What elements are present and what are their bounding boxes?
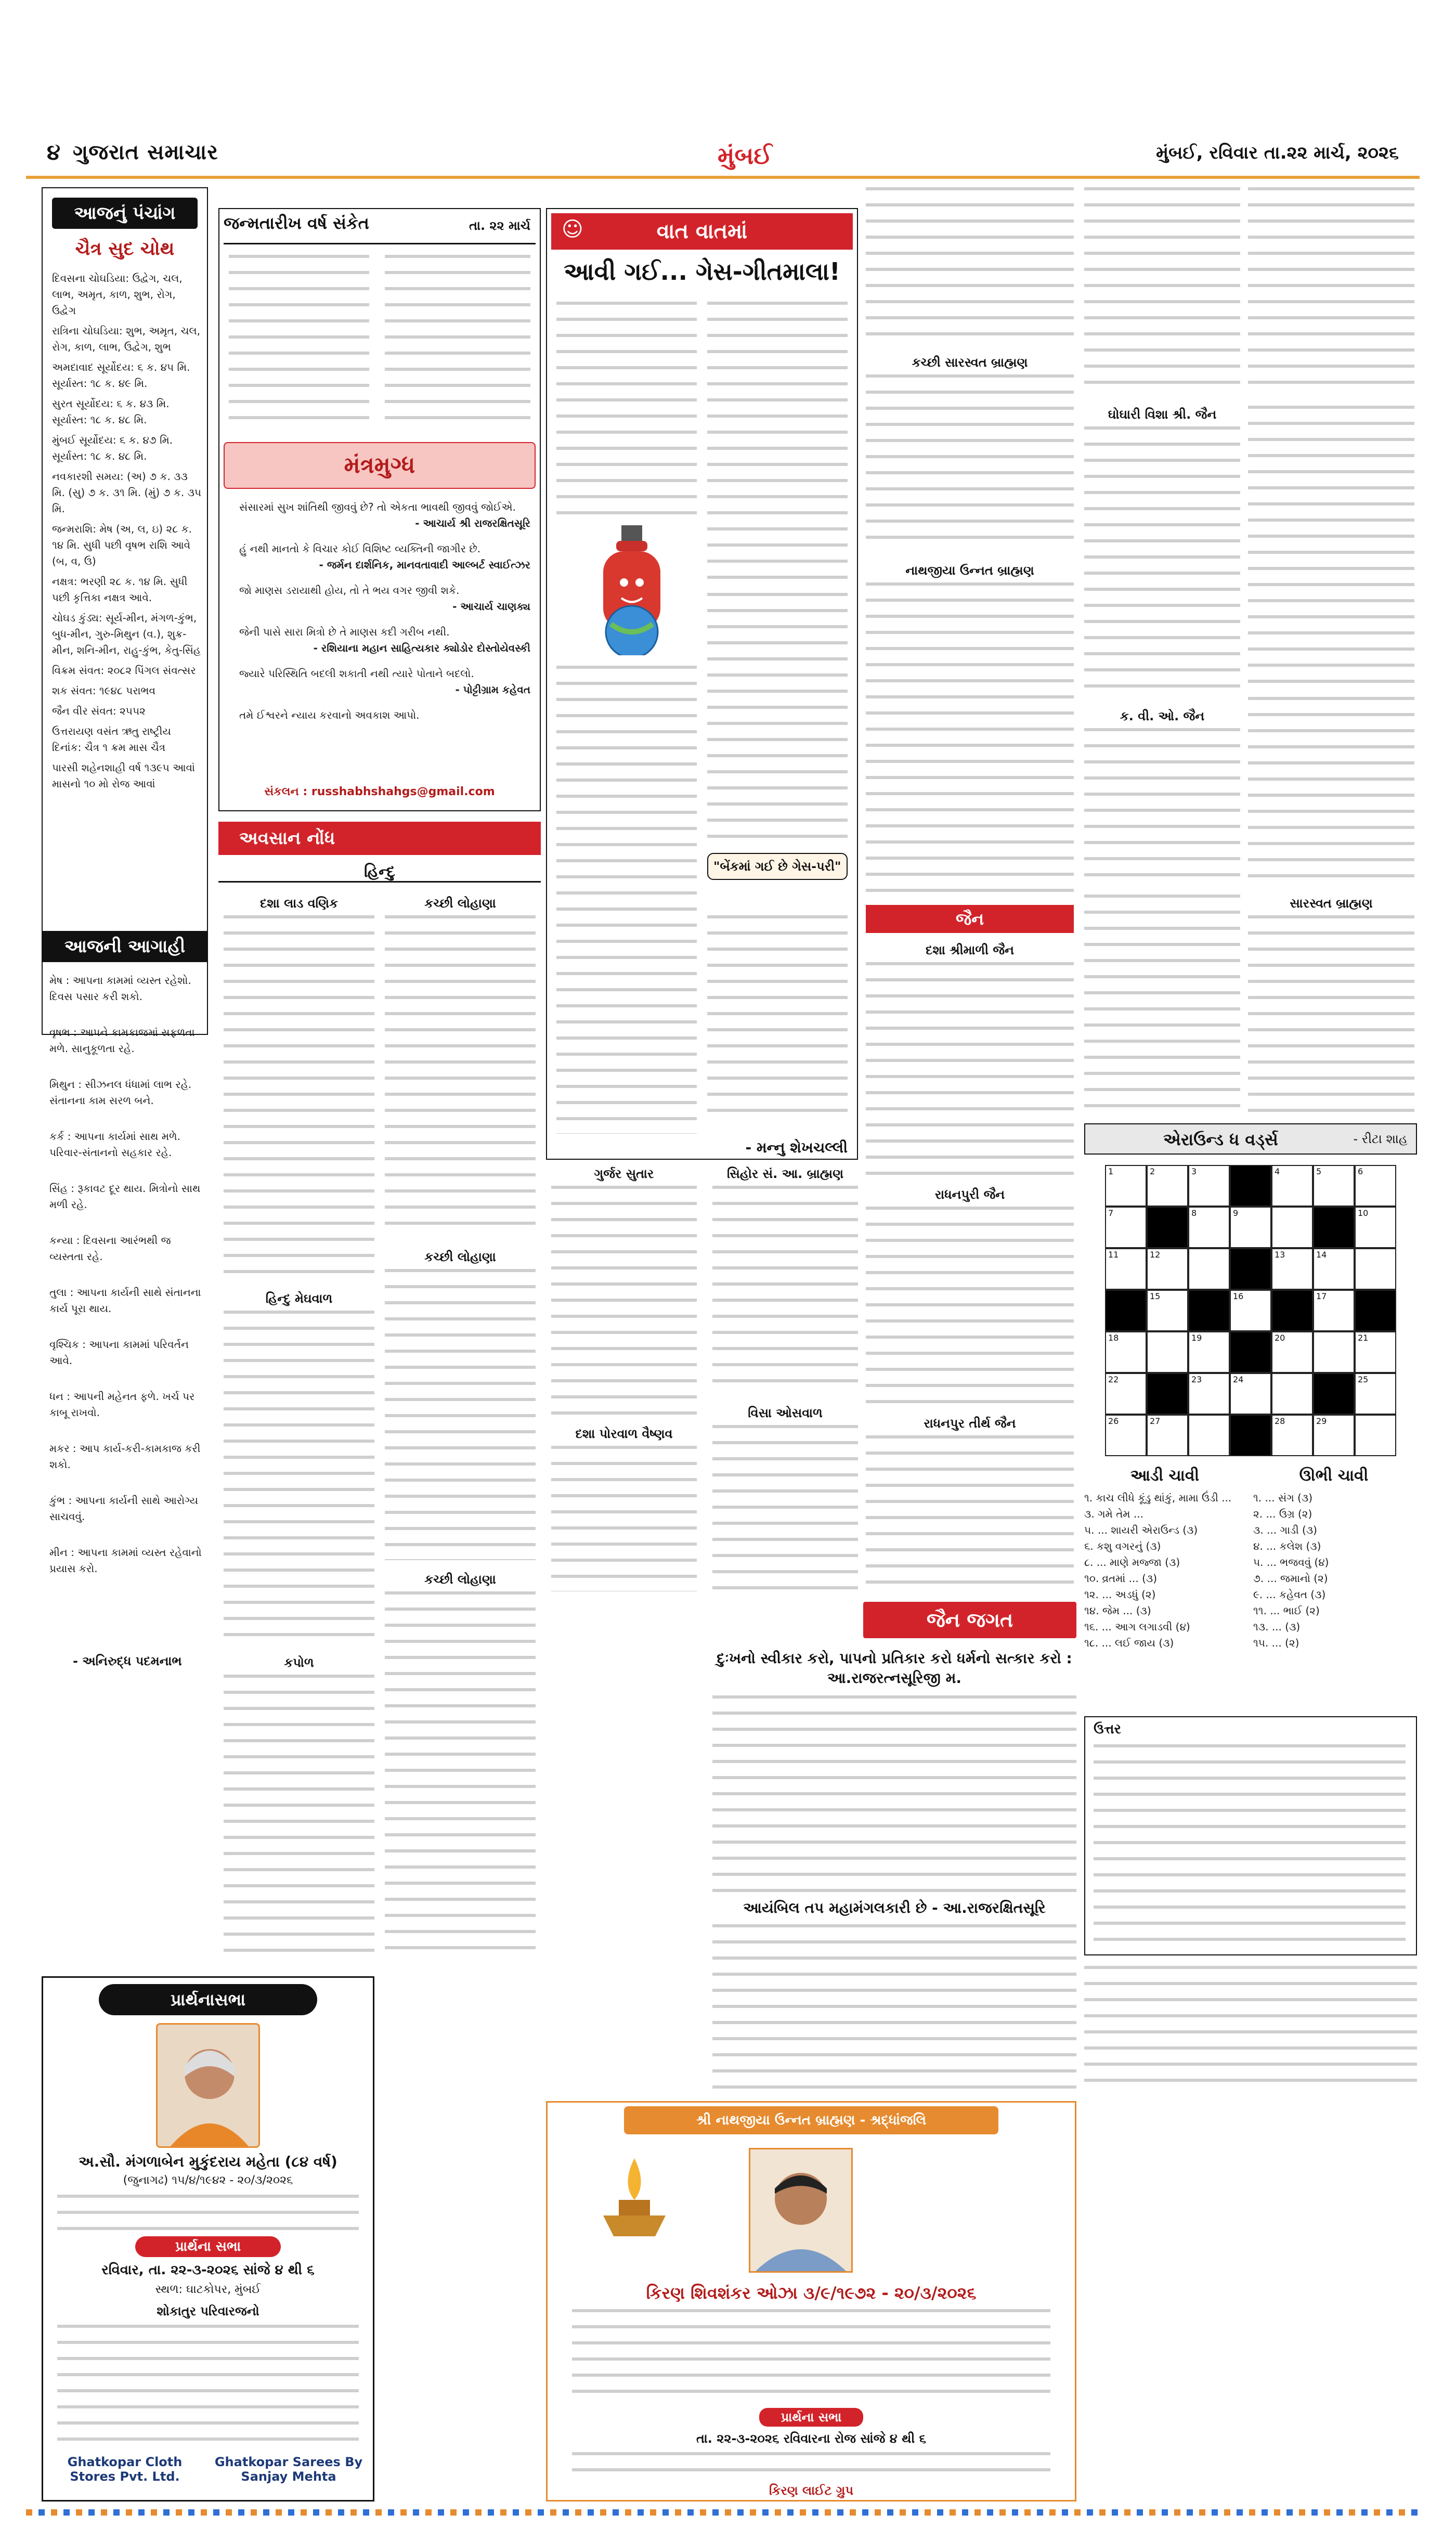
prarthana-name: અ.સૌ. મંગળાબેન મુકુંદરાય મહેતા (૮૪ વર્ષ)	[79, 2153, 337, 2170]
crossword-cell-number: 15	[1150, 1291, 1161, 1301]
obit-text	[224, 915, 374, 1279]
shraddhanjali-message	[572, 2309, 1050, 2403]
crossword-cell[interactable]	[1188, 1415, 1230, 1456]
crossword-cell-number: 12	[1150, 1250, 1161, 1260]
horoscope-sign: કુંભ : આપના કાર્યની સાથે આરોગ્ય સાચવવું.	[49, 1494, 199, 1523]
prarthana-title: પ્રાર્થનાસભા	[170, 1990, 246, 2010]
obit-text	[866, 187, 1074, 343]
crossword-cell-number: 6	[1358, 1167, 1363, 1176]
crossword-cell[interactable]	[1105, 1415, 1147, 1456]
obit-text	[866, 1207, 1074, 1409]
crossword-grid[interactable]	[1105, 1165, 1396, 1456]
across-clue: ૧૬. ... આગ લગાડવી (૪)	[1084, 1621, 1190, 1633]
shraddhanjali-footer: કિરણ લાઈટ ગ્રુપ	[769, 2483, 854, 2498]
crossword-cell[interactable]	[1313, 1415, 1355, 1456]
contact-label: સંકલન :	[264, 785, 308, 798]
across-clue: ૩. ગમે તેમ ...	[1084, 1508, 1143, 1520]
panchang-month: ચૈત્ર સુદ ચોથ	[75, 238, 175, 260]
panchang-title	[52, 198, 198, 229]
obit-community: સારસ્વત બ્રાહ્મણ	[1290, 896, 1373, 911]
prarthana-message	[57, 2195, 359, 2231]
jain-jagat-title: જૈન જગત	[926, 1609, 1013, 1631]
horoscope-sign: વૃષભ : આપને કામકાજમાં સફળતા મળે. સાનુકૂળતા રહે.	[49, 1026, 195, 1055]
crossword-cell[interactable]	[1313, 1248, 1355, 1290]
obit-community: દશા શ્રીમાળી જૈન	[926, 943, 1014, 957]
obit-community: ક. વી. ઓ. જૈન	[1120, 709, 1205, 723]
obit-community: વિસા ઓસવાળ	[748, 1406, 823, 1420]
mantra-quote: તમે ઈશ્વરને ન્યાય કરવાનો અવકાશ આપો.	[239, 709, 420, 721]
panchang-line: જન્મરાશિ: મેષ (અ, લ, ઇ) ૨૮ ક. ૧૪ મિ. સુધી પછી વૃષભ રાશિ આવે (બ, વ, ઉ)	[52, 523, 192, 567]
jain-headline-2: આયંબિલ તપ મહામંગલકારી છે - આ.રાજરક્ષિતસૂરિ	[743, 1899, 1046, 1916]
crossword-block	[1147, 1207, 1188, 1248]
crossword-cell[interactable]	[1105, 1248, 1147, 1290]
crossword-block	[1271, 1290, 1313, 1331]
crossword-cell[interactable]	[1230, 1290, 1271, 1331]
family-list	[57, 2325, 359, 2444]
obit-text	[1084, 187, 1240, 395]
crossword-cell-number: 2	[1150, 1167, 1155, 1176]
crossword-cell-number: 16	[1233, 1291, 1244, 1301]
horoscope-sign: મેષ : આપના કામમાં વ્યસ્ત રહેશો. દિવસ પસાર કરી શકો.	[49, 974, 191, 1003]
column-title: વાત વાતમાં	[656, 219, 748, 243]
across-clue: ૧૨. ... અડધું (૨)	[1084, 1588, 1156, 1601]
horoscope-title-text: આજની આગાહી	[64, 936, 186, 957]
jain-text	[712, 1695, 1076, 1893]
prarthana-family-label: શોકાતુર પરિવારજનો	[157, 2304, 259, 2318]
horoscope-sign: મીન : આપના કામમાં વ્યસ્ત રહેવાનો પ્રયાસ કરો.	[49, 1546, 202, 1575]
crossword-block	[1230, 1248, 1271, 1290]
mantra-quote: જો માણસ ડરાયાથી હોય, તો તે ભય વગર જીવી શકે.	[239, 584, 460, 597]
obit-community: નાથજીયા ઉન્નત બ્રાહ્મણ	[905, 563, 1034, 578]
obit-text	[385, 1269, 536, 1560]
crossword-cell-number: 17	[1316, 1291, 1327, 1301]
crossword-cell-number: 1	[1108, 1167, 1114, 1176]
crossword-cell[interactable]	[1105, 1207, 1147, 1248]
obit-community: હિન્દુ મેઘવાળ	[265, 1291, 333, 1306]
crossword-block	[1313, 1373, 1355, 1415]
mantra-author: - રશિયાના મહાન સાહિત્યકાર ક્યોડોર દોસ્તોયેવસ્કી	[313, 642, 530, 654]
column-text	[707, 302, 848, 582]
obit-text	[866, 1435, 1074, 1591]
crossword-cell-number: 28	[1275, 1416, 1285, 1426]
column-text	[707, 593, 848, 843]
panchang-line: દિવસના ચોઘડિયા: ઉદ્વેગ, ચલ, લાભ, અમૃત, કાળ, શુભ, રોગ, ઉદ્વેગ	[52, 272, 183, 317]
crossword-block	[1105, 1290, 1147, 1331]
crossword-cell-number: 13	[1275, 1250, 1285, 1260]
mantra-quote: હું નથી માનતો કે વિચાર કોઈ વિશિષ્ટ વ્યક્તિની જાગીર છે.	[239, 542, 481, 555]
crossword-cell-number: 4	[1275, 1167, 1280, 1176]
panchang-title-text: આજનું પંચાંગ	[74, 203, 176, 224]
crossword-cell[interactable]	[1355, 1165, 1396, 1207]
crossword-header	[1084, 1123, 1417, 1155]
crossword-cell[interactable]	[1313, 1290, 1355, 1331]
crossword-cell[interactable]	[1147, 1415, 1188, 1456]
obit-community: દશા પોરવાળ વૈષ્ણવ	[575, 1427, 673, 1441]
jain-jagat-band	[863, 1602, 1076, 1638]
down-title: ઊભી ચાવી	[1299, 1467, 1369, 1485]
birthday-title: જન્મતારીખ વર્ષ સંકેત	[224, 213, 369, 233]
obit-community: રાધનપુર તીર્થ જૈન	[924, 1416, 1016, 1431]
portrait-photo	[156, 2023, 260, 2148]
across-clue: ૬. કશુ વગરનું (૩)	[1084, 1540, 1161, 1552]
horoscope-sign: વૃશ્ચિક : આપના કામમાં પરિવર્તન આવે.	[49, 1338, 189, 1367]
panchang-line: સુરત સૂર્યોદય: ૬ ક. ૪૩ મિ. સૂર્યાસ્ત: ૧૮ ક. ૪૮ મિ.	[52, 397, 170, 426]
obit-community: દશા લાડ વણિક	[260, 896, 338, 911]
obituary-title	[218, 822, 541, 855]
mantra-author: - જર્મન દાર્શનિક, માનવતાવાદી આલ્બર્ટ સ્વાઈત્ઝર	[319, 559, 530, 571]
crossword-cell[interactable]	[1188, 1207, 1230, 1248]
obituary-jain-header	[866, 905, 1074, 933]
crossword-cell[interactable]	[1105, 1165, 1147, 1207]
crossword-cell[interactable]	[1230, 1207, 1271, 1248]
crossword-cell-number: 27	[1150, 1416, 1161, 1426]
panchang-lines	[52, 270, 203, 796]
mantra-quotes	[239, 499, 530, 723]
horoscope-title	[42, 931, 208, 962]
obit-community: ગુર્જર સુતાર	[594, 1167, 654, 1181]
prarthana-invite: પ્રાર્થના સભા	[135, 2236, 281, 2257]
column-text	[556, 302, 697, 520]
obit-text	[712, 1186, 858, 1394]
obit-text	[712, 1425, 858, 1591]
crossword-cell-number: 10	[1358, 1208, 1369, 1218]
obit-text	[866, 962, 1074, 1175]
crossword-block	[1230, 1331, 1271, 1373]
mantra-title-band	[224, 442, 536, 489]
crossword-cell-number: 14	[1316, 1250, 1327, 1260]
bottom-border	[26, 2509, 1420, 2516]
gas-cylinder-illustration	[567, 520, 697, 655]
page-number: ૪	[47, 139, 61, 165]
column-text	[556, 666, 697, 1134]
column-quote-bubble	[707, 853, 848, 880]
obit-text	[551, 1186, 697, 1415]
mantra-title: મંત્રમુગ્ધ	[344, 452, 415, 478]
crossword-cell[interactable]	[1188, 1373, 1230, 1415]
shraddhanjali-family	[572, 2452, 1050, 2483]
mantra-quote: જેની પાસે સારા મિત્રો છે તે માણસ કદી ગરીબ નથી.	[239, 626, 450, 638]
obit-text	[1084, 1966, 1417, 2091]
crossword-cell[interactable]	[1147, 1290, 1188, 1331]
column-header	[551, 213, 853, 250]
crossword-cell-number: 18	[1108, 1333, 1119, 1343]
crossword-cell-number: 20	[1275, 1333, 1285, 1343]
crossword-author: - રીટા શાહ	[1353, 1132, 1408, 1146]
crossword-cell-number: 24	[1233, 1375, 1244, 1384]
panchang-line: નક્ષત્ર: ભરણી ૨૮ ક. ૧૪ મિ. સુધી પછી કૃત્તિકા નક્ષત્ર આવે.	[52, 575, 188, 604]
obit-community: કપોળ	[284, 1655, 314, 1670]
mantra-author: - પોટ્ટીગ્રામ કહેવત	[455, 683, 530, 696]
sponsor-1: Ghatkopar Cloth Stores Pvt. Ltd.	[67, 2455, 183, 2484]
crossword-cell[interactable]	[1355, 1373, 1396, 1415]
horoscope-sign: કન્યા : દિવસના આરંભથી જ વ્યસ્તતા રહે.	[49, 1234, 171, 1263]
shraddhanjali-datetime: તા. ૨૨-૩-૨૦૨૬ રવિવારના રોજ સાંજે ૪ થી ૬	[696, 2431, 927, 2446]
panchang-line: ચોઘડ કુંડ્ય: સૂર્ય-મીન, મંગળ-કુંભ, બુધ-મીન, ગુરુ-મિથુન (વ.), શુક્ર-મીન, શનિ-મીન, રાહુ-કુંભ, કેતુ-સિંહ	[52, 612, 201, 656]
obit-community: સિહોર સં. આ. બ્રાહ્મણ	[726, 1167, 844, 1181]
panchang-line: શક સંવત: ૧૯૪૮ પરાભવ	[52, 684, 155, 697]
birthday-header	[224, 213, 536, 244]
obit-text	[551, 1446, 697, 1591]
crossword-cell[interactable]	[1271, 1207, 1313, 1248]
panchang-line: રાત્રિના ચોઘડિયા: શુભ, અમૃત, ચલ, રોગ, કાળ, લાભ, ઉદ્વેગ, શુભ	[52, 325, 200, 353]
horoscope-sign: ધન : આપની મહેનત ફળે. ખર્ચ પર કાબૂ રાખવો.	[49, 1390, 195, 1419]
crossword-cell-number: 29	[1316, 1416, 1327, 1426]
obit-text	[1248, 915, 1414, 1113]
crossword-cell[interactable]	[1355, 1207, 1396, 1248]
obit-text	[1248, 187, 1414, 395]
obit-community: રાધનપુરી જૈન	[934, 1187, 1005, 1202]
crossword-cell-number: 8	[1191, 1208, 1197, 1218]
crossword-cell[interactable]	[1230, 1373, 1271, 1415]
crossword-cell[interactable]	[1355, 1331, 1396, 1373]
obit-text	[1084, 426, 1240, 697]
crossword-cell-number: 11	[1108, 1250, 1119, 1260]
column-quote-text: "બેંકમાં ગઈ છે ગેસ-પરી"	[713, 859, 841, 874]
down-clue: ૧. ... સંગ (૩)	[1253, 1492, 1313, 1504]
horoscope-sign: મિથુન : સીઝનલ ધંધામાં લાભ રહે. સંતાનના કામ સરળ બને.	[49, 1078, 192, 1107]
across-clue: ૧૪. જેમ ... (૩)	[1084, 1604, 1151, 1617]
sponsor-2: Ghatkopar Sarees By Sanjay Mehta	[214, 2455, 363, 2484]
obit-text	[866, 374, 1074, 551]
obit-text	[866, 582, 1074, 895]
down-clue: ૧૧. ... ભાઈ (૨)	[1253, 1604, 1320, 1617]
mantra-quote: જ્યારે પરિસ્થિતિ બદલી શકાતી નથી ત્યારે પોતાને બદલો.	[239, 667, 474, 680]
down-clue: ૯. ... કહેવત (૩)	[1253, 1588, 1326, 1601]
across-clue: ૮. ... માણે મજ્જા (૩)	[1084, 1556, 1180, 1569]
answers-label: ઉત્તર	[1094, 1721, 1121, 1737]
column-headline: આવી ગઈ... ગેસ-ગીતમાલા!	[564, 257, 840, 286]
crossword-cell-number: 5	[1316, 1167, 1322, 1176]
crossword-cell[interactable]	[1188, 1331, 1230, 1373]
across-clue: ૧. કાચ લીધે કૂંડુ થાંકું, મામા ઉંડી ...	[1084, 1492, 1232, 1504]
crossword-cell[interactable]	[1313, 1331, 1355, 1373]
horoscope-sign: મકર : આપ કાર્ય-કરી-કામકાજ કરી શકો.	[49, 1442, 201, 1471]
obit-text	[224, 1311, 374, 1643]
crossword-cell[interactable]	[1147, 1248, 1188, 1290]
obit-community: કચ્છી લોહાણા	[424, 1572, 496, 1587]
crossword-block	[1147, 1373, 1188, 1415]
obit-text	[1084, 728, 1240, 884]
obit-text	[385, 915, 536, 1238]
down-clue: ૨. ... ઉગ્ર (૨)	[1253, 1508, 1312, 1520]
obit-community: કચ્છી લોહાણા	[424, 896, 496, 911]
crossword-cell-number: 22	[1108, 1375, 1119, 1384]
down-clue: ૭. ... જમાનો (૨)	[1253, 1572, 1328, 1585]
down-clue: ૧૫. ... (૨)	[1253, 1637, 1299, 1649]
crossword-cell[interactable]	[1105, 1331, 1147, 1373]
horoscope-sign: તુલા : આપના કાર્યની સાથે સંતાનના કાર્ય પૂરા થાય.	[49, 1286, 201, 1315]
date-line: મુંબઈ, રવિવાર તા.૨૨ માર્ચ, ૨૦૨૬	[1156, 142, 1399, 163]
down-clues	[1253, 1467, 1414, 1651]
crossword-cell[interactable]	[1147, 1165, 1188, 1207]
crossword-block	[1230, 1165, 1271, 1207]
crossword-cell[interactable]	[1271, 1415, 1313, 1456]
obit-text	[1248, 406, 1414, 686]
panchang-line: ઉત્તરાયણ વસંત ઋતુ રાષ્ટ્રીય દિનાંક: ચૈત્ર ૧ ક્રમ માસ ચૈત્ર	[52, 725, 171, 754]
section-title: મુંબઈ	[718, 141, 772, 170]
crossword-answers-box	[1084, 1716, 1417, 1955]
mantra-author: - આચાર્ય ચાણક્ય	[452, 600, 530, 613]
crossword-block	[1188, 1290, 1230, 1331]
crossword-cell-number: 21	[1358, 1333, 1369, 1343]
prarthana-venue: સ્થળ: ઘાટકોપર, મુંબઈ	[155, 2283, 261, 2296]
horoscope-author: - અનિરુદ્ધ પદમનાભ	[73, 1654, 182, 1668]
crossword-cell[interactable]	[1355, 1248, 1396, 1290]
horoscope-sign: સિંહ : રૂકાવટ દૂર થાય. મિત્રોનો સાથ મળી રહે.	[49, 1182, 201, 1211]
across-clue: ૧૦. વ્રતમાં ... (૩)	[1084, 1572, 1158, 1585]
crossword-cell-number: 7	[1108, 1208, 1114, 1218]
crossword-cell-number: 23	[1191, 1375, 1202, 1384]
crossword-title: એરાઉન્ડ ધ વર્ડ્સ	[1163, 1130, 1278, 1149]
crossword-cell-number: 3	[1191, 1167, 1197, 1176]
masthead-rule	[26, 176, 1420, 179]
crossword-cell-number: 26	[1108, 1416, 1119, 1426]
birthday-text	[229, 255, 369, 426]
panchang-line: પારસી શહેનશાહી વર્ષ ૧૩૯૫ આવાં માસનો ૧૦ મો રોજ આવાં	[52, 761, 195, 790]
down-clue: ૫. ... ભજવવું (૪)	[1253, 1556, 1329, 1569]
panchang-line: નવકારશી સમય: (અ) ૭ ક. ૩૩ મિ. (સુ) ૭ ક. ૩૧ મિ. (મું) ૭ ક. ૩૫ મિ.	[52, 470, 202, 515]
panchang-line: અમદાવાદ સૂર્યોદય: ૬ ક. ૪૫ મિ. સૂર્યાસ્ત: ૧૮ ક. ૪૯ મિ.	[52, 361, 190, 390]
across-clue: ૧૮. ... લઈ જાય (૩)	[1084, 1637, 1174, 1649]
crossword-cell[interactable]	[1313, 1165, 1355, 1207]
masthead	[26, 135, 1420, 172]
across-clue: ૫. ... શાયરી એરાઉન્ડ (૩)	[1084, 1524, 1198, 1536]
obit-community: કચ્છી સારસ્વત બ્રાહ્મણ	[912, 355, 1028, 370]
jain-headline-1: દુઃખનો સ્વીકાર કરો, પાપનો પ્રતિકાર કરો ધર્મનો સત્કાર કરો : આ.રાજરત્નસૂરિજી મ.	[717, 1650, 1072, 1687]
paper-name: ગુજરાત સમાચાર	[73, 140, 218, 164]
obit-text	[224, 1675, 374, 1955]
birthday-text	[385, 255, 530, 426]
down-clue: ૧૩. ... (૩)	[1253, 1621, 1301, 1633]
horoscope-sign: કર્ક : આપના કાર્યમાં સાથ મળે. પરિવાર-સંતાનનો સહકાર રહે.	[49, 1130, 180, 1159]
crossword-cell[interactable]	[1271, 1165, 1313, 1207]
shraddhanjali-banner-text: શ્રી નાથજીયા ઉન્નત બ્રાહ્મણ - શ્રદ્ધાંજલિ	[696, 2113, 927, 2128]
shraddhanjali-name: કિરણ શિવશંકર ઓઝા ૩/૯/૧૯૭૨ - ૨૦/૩/૨૦૨૬	[646, 2283, 977, 2303]
crossword-block	[1313, 1207, 1355, 1248]
obit-text	[1084, 895, 1240, 1113]
crossword-cell[interactable]	[1188, 1248, 1230, 1290]
shraddhanjali-portrait	[749, 2148, 853, 2273]
down-clue: ૩. ... ગાડી (૩)	[1253, 1524, 1317, 1536]
crossword-cell-number: 9	[1233, 1208, 1239, 1218]
crossword-cell[interactable]	[1271, 1248, 1313, 1290]
crossword-cell[interactable]	[1271, 1331, 1313, 1373]
obit-text	[1248, 697, 1414, 884]
crossword-cell[interactable]	[1188, 1165, 1230, 1207]
across-clues	[1084, 1467, 1245, 1651]
panchang-line: મુંબઈ સૂર્યોદય: ૬ ક. ૪૭ મિ. સૂર્યાસ્ત: ૧૮ ક. ૪૮ મિ.	[52, 434, 173, 462]
across-title: આડી ચાવી	[1130, 1467, 1200, 1485]
column-text	[707, 915, 848, 1123]
panchang-line: વિક્રમ સંવત: ૨૦૮૨ પિંગલ સંવત્સર	[52, 664, 196, 677]
answers-text	[1094, 1744, 1406, 1947]
obit-text	[385, 1591, 536, 1955]
crossword-block	[1355, 1290, 1396, 1331]
panchang-line: જૈન વીર સંવત: ૨૫૫૨	[52, 705, 146, 717]
obit-community: કચ્છી લોહાણા	[424, 1250, 496, 1264]
horoscope-list	[49, 973, 205, 1597]
obituary-title-text: અવસાન નોંધ	[239, 828, 335, 849]
mantra-author: - આચાર્ય શ્રી રાજરક્ષિતસૂરિ	[415, 517, 530, 529]
column-author: - મન્નુ શેખચલ્લી	[745, 1139, 848, 1156]
column-header-icon: ☺	[562, 217, 583, 241]
down-clue: ૪. ... કલેશ (૩)	[1253, 1540, 1321, 1552]
obit-community: ઘોઘારી વિશા શ્રી. જૈન	[1108, 407, 1217, 422]
crossword-cell-number: 25	[1358, 1375, 1369, 1384]
mantra-quote: સંસારમાં સુખ શાંતિથી જીવવું છે? તો એકતા ભાવથી જીવવું જોઈએ.	[239, 501, 516, 513]
contact-email[interactable]: russhabhshahgs@gmail.com	[311, 785, 495, 798]
prarthana-title-band	[99, 1984, 317, 2015]
diya-icon	[582, 2148, 686, 2252]
crossword-block	[1230, 1415, 1271, 1456]
prarthana-dates: (જુનાગઢ) ૧૫/૪/૧૯૪૨ - ૨૦/૩/૨૦૨૬	[123, 2174, 293, 2187]
shraddhanjali-event: પ્રાર્થના સભા	[759, 2408, 863, 2427]
crossword-cell[interactable]	[1271, 1373, 1313, 1415]
birthday-contact	[224, 785, 536, 798]
jain-header-text: જૈન	[955, 909, 984, 929]
jain-text	[712, 1924, 1076, 2091]
obituary-hindu-header: હિન્દુ	[218, 863, 541, 883]
birthday-date: તા. ૨૨ માર્ચ	[469, 218, 530, 233]
crossword-cell-number: 19	[1191, 1333, 1202, 1343]
crossword-cell[interactable]	[1147, 1331, 1188, 1373]
shraddhanjali-banner	[624, 2106, 998, 2134]
prarthana-datetime: રવિવાર, તા. ૨૨-૩-૨૦૨૬ સાંજે ૪ થી ૬	[101, 2262, 315, 2278]
crossword-cell[interactable]	[1105, 1373, 1147, 1415]
crossword-cell[interactable]	[1355, 1415, 1396, 1456]
